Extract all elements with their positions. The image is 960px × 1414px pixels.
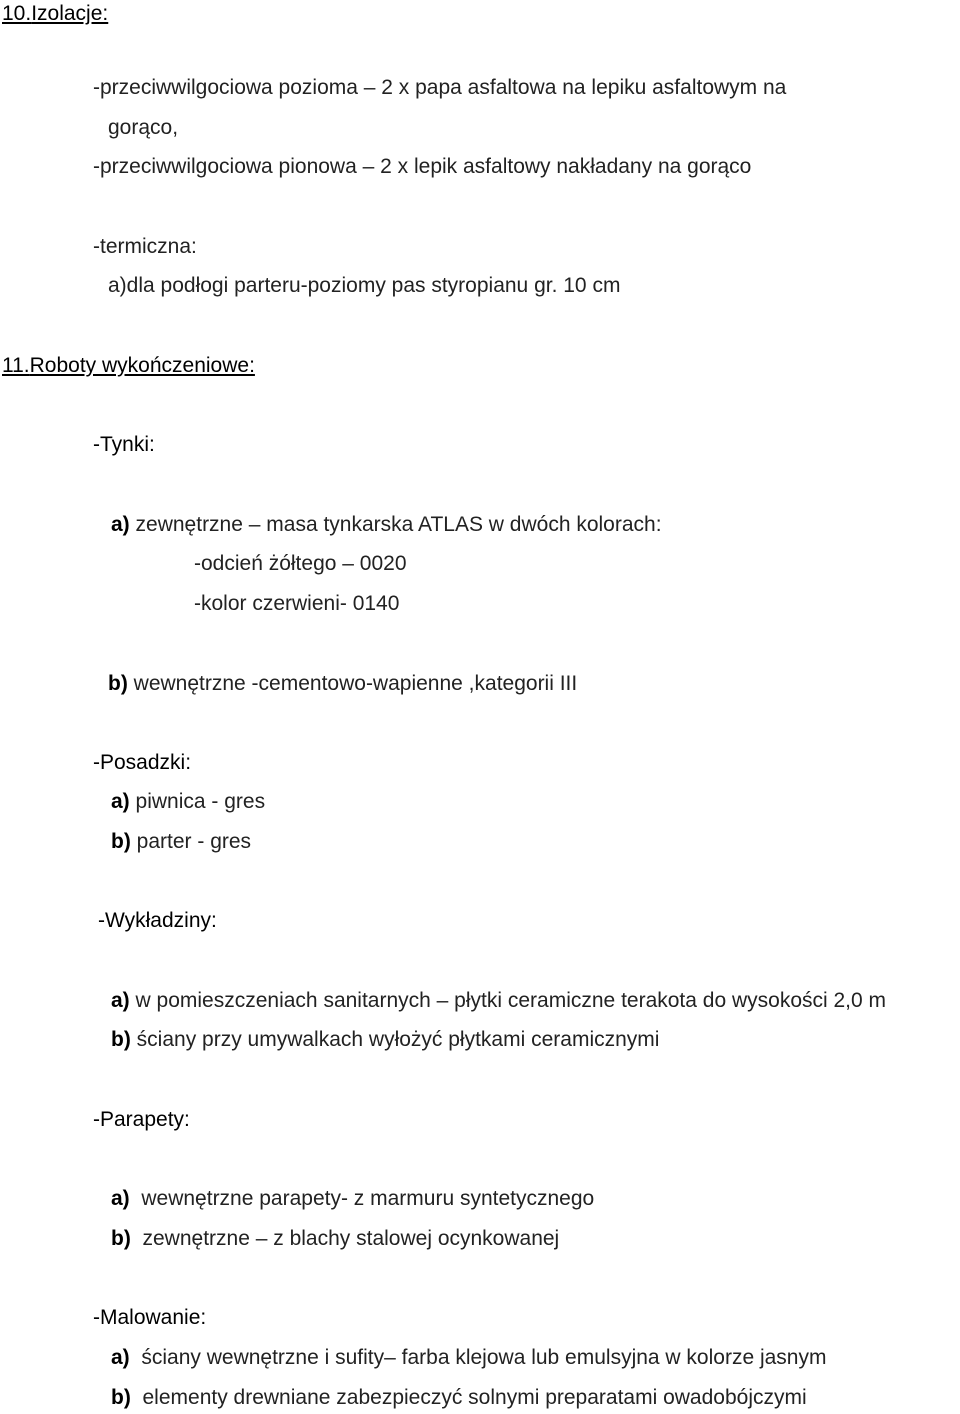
malowanie-item-a <box>111 1346 826 1370</box>
section-10-number: 10. <box>2 2 32 25</box>
section-11-heading <box>2 354 255 378</box>
posadzki-item-b <box>111 830 251 854</box>
malowanie-heading: -Malowanie: <box>93 1306 207 1329</box>
parapety-item-b-text: zewnętrzne – z blachy stalowej ocynkowanej <box>142 1227 560 1250</box>
parapety-item-b-marker: b) <box>111 1227 131 1250</box>
tynki-item-a <box>111 513 662 537</box>
wykladziny-item-b <box>111 1028 659 1052</box>
izolacja-termiczna-label: -termiczna: <box>93 235 197 258</box>
parapety-item-a-marker: a) <box>111 1187 130 1210</box>
posadzki-item-b-marker: b) <box>111 830 131 853</box>
wykladziny-heading: -Wykładziny: <box>98 909 217 932</box>
malowanie-item-a-text: ściany wewnętrzne i sufity– farba klejowa lub emulsyjna w kolorze jasnym <box>141 1346 827 1369</box>
section-10-heading <box>2 2 108 26</box>
section-11-title: Roboty wykończeniowe: <box>29 354 255 377</box>
izolacja-termiczna-item-a: a)dla podłogi parteru-poziomy pas styropianu gr. 10 cm <box>108 274 621 297</box>
malowanie-item-a-marker: a) <box>111 1346 130 1369</box>
malowanie-item-b-text: elementy drewniane zabezpieczyć solnymi preparatami owadobójczymi <box>142 1386 807 1409</box>
parapety-item-a-text: wewnętrzne parapety- z marmuru syntetycznego <box>141 1187 595 1210</box>
tynki-heading: -Tynki: <box>93 433 155 456</box>
posadzki-item-a-marker: a) <box>111 790 130 813</box>
tynki-color-yellow: -odcień żółtego – 0020 <box>194 552 407 575</box>
izolacja-pionowa-line: -przeciwwilgociowa pionowa – 2 x lepik asfaltowy nakładany na gorąco <box>93 155 752 178</box>
izolacja-pozioma-line-cont: gorąco, <box>108 116 179 139</box>
tynki-item-b-marker: b) <box>108 672 128 695</box>
wykladziny-item-b-text: ściany przy umywalkach wyłożyć płytkami ceramicznymi <box>136 1028 660 1051</box>
wykladziny-item-a-text: w pomieszczeniach sanitarnych – płytki ceramiczne terakota do wysokości 2,0 m <box>135 989 887 1012</box>
section-11-number: 11. <box>2 354 30 377</box>
section-10-title: Izolacje: <box>31 2 109 25</box>
tynki-item-a-marker: a) <box>111 513 130 536</box>
wykladziny-item-a-marker: a) <box>111 989 130 1012</box>
malowanie-item-b <box>111 1386 807 1410</box>
malowanie-item-b-marker: b) <box>111 1386 131 1409</box>
tynki-color-red: -kolor czerwieni- 0140 <box>194 592 400 615</box>
posadzki-item-b-text: parter - gres <box>136 830 252 853</box>
tynki-item-b-text: wewnętrzne -cementowo-wapienne ,kategorii III <box>133 672 578 695</box>
tynki-item-a-text: zewnętrzne – masa tynkarska ATLAS w dwóch kolorach: <box>135 513 662 536</box>
wykladziny-item-a <box>111 989 886 1013</box>
izolacja-pozioma-line: -przeciwwilgociowa pozioma – 2 x papa asfaltowa na lepiku asfaltowym na <box>93 76 787 99</box>
tynki-item-b <box>108 672 577 696</box>
parapety-heading: -Parapety: <box>93 1108 190 1131</box>
parapety-item-b <box>111 1227 559 1251</box>
posadzki-item-a <box>111 790 265 814</box>
parapety-item-a <box>111 1187 594 1211</box>
posadzki-item-a-text: piwnica - gres <box>135 790 266 813</box>
posadzki-heading: -Posadzki: <box>93 751 192 774</box>
wykladziny-item-b-marker: b) <box>111 1028 131 1051</box>
